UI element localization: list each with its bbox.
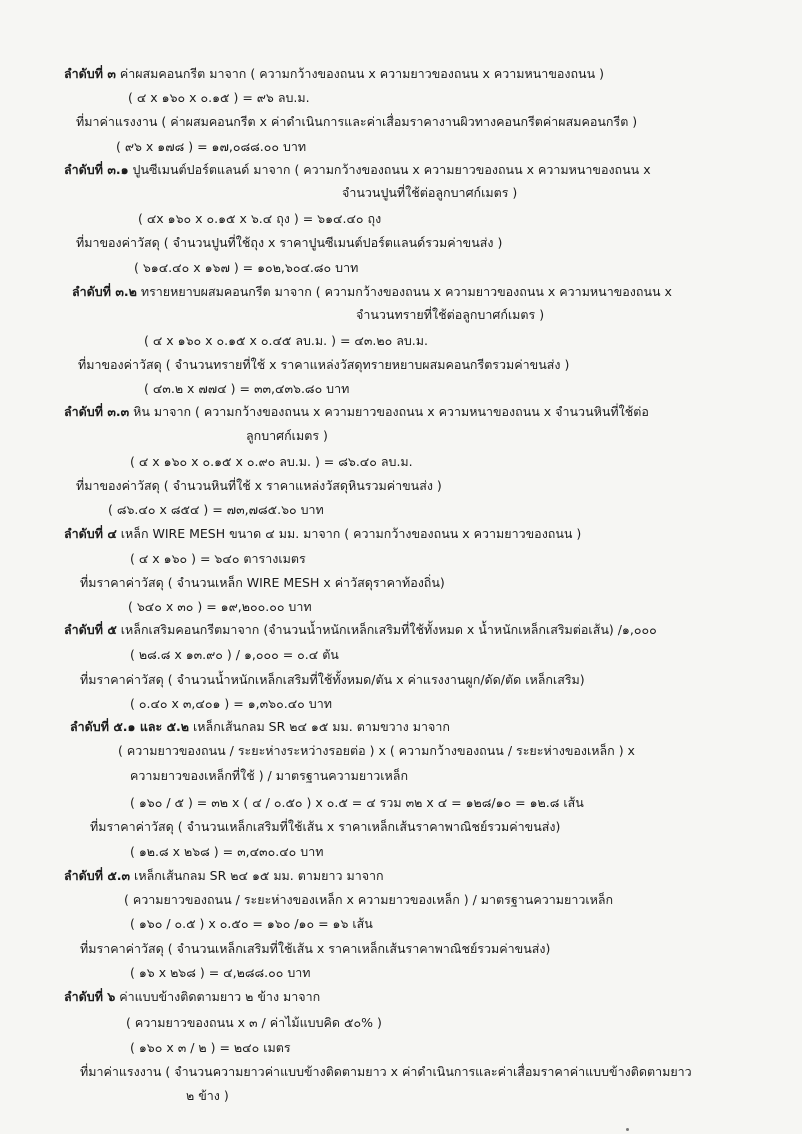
item-label: ลำดับที่ ๓.๓ [64, 404, 130, 419]
calc-line: ( ๘๖.๔๐ x ๘๕๔ ) = ๗๓,๗๘๕.๖๐ บาท [108, 502, 324, 517]
item-text: เหล็กเส้นกลม SR ๒๔ ๑๕ มม. ตามยาว มาจาก [130, 868, 384, 883]
continuation-line: จำนวนทรายที่ใช้ต่อลูกบาศก์เมตร ) [356, 307, 545, 322]
item-label: ลำดับที่ ๓.๒ [72, 284, 137, 299]
formula-line: ( ความยาวของถนน x ๓ / ค่าไม้แบบคิด ๕๐% ) [126, 1015, 382, 1030]
calc-line: ( ๑๖๐ / ๐.๕ ) x ๐.๕๐ = ๑๖๐ /๑๐ = ๑๖ เส้น [130, 916, 373, 931]
item-3-1-heading [64, 160, 651, 180]
calc-line: ( ๑๒.๘ x ๒๖๘ ) = ๓,๔๓๐.๔๐ บาท [130, 844, 324, 859]
calc-line: ( ๔๓.๒ x ๗๗๔ ) = ๓๓,๔๓๖.๘๐ บาท [144, 381, 350, 396]
item-3-2-heading [72, 282, 672, 302]
item-text: ค่าแบบข้างติดตามยาว ๒ ข้าง มาจาก [115, 989, 321, 1004]
scan-speck [626, 1128, 629, 1131]
source-line: ที่มาของค่าวัสดุ ( จำนวนปูนที่ใช้ถุง x ราคาปูนซีเมนต์ปอร์ตแลนด์รวมค่าขนส่ง ) [76, 235, 503, 250]
item-4-heading [64, 524, 581, 544]
formula-line: ( ความยาวของถนน / ระยะห่างระหว่างรอยต่อ ) x ( ความกว้างของถนน / ระยะห่างของเหล็ก ) x [118, 743, 635, 758]
item-5-3-heading [64, 866, 384, 886]
item-label: ลำดับที่ ๕.๓ [64, 868, 131, 883]
source-line: ที่มาของค่าวัสดุ ( จำนวนทรายที่ใช้ x ราคาแหล่งวัสดุทรายหยาบผสมคอนกรีตรวมค่าขนส่ง ) [78, 357, 570, 372]
item-label: ลำดับที่ ๔ [64, 526, 117, 541]
item-label: ลำดับที่ ๓.๑ [64, 162, 129, 177]
item-label: ลำดับที่ ๕ [64, 622, 117, 637]
continuation-line: จำนวนปูนที่ใช้ต่อลูกบาศก์เมตร ) [342, 185, 518, 200]
item-label: ลำดับที่ ๕.๑ และ ๕.๒ [70, 719, 190, 734]
calc-line: ( ๑๖ x ๒๖๘ ) = ๔,๒๘๘.๐๐ บาท [130, 965, 311, 980]
calc-line: ( ๔ x ๑๖๐ ) = ๖๔๐ ตารางเมตร [130, 551, 306, 566]
formula-line: ( ความยาวของถนน / ระยะห่างของเหล็ก x ความยาวของเหล็ก ) / มาตรฐานความยาวเหล็ก [124, 892, 614, 907]
item-text: เหล็ก WIRE MESH ขนาด ๔ มม. มาจาก ( ความกว้างของถนน x ความยาวของถนน ) [116, 526, 582, 541]
item-label: ลำดับที่ ๓ [64, 66, 116, 81]
source-line: ที่มราคาค่าวัสดุ ( จำนวนน้ำหนักเหล็กเสริมที่ใช้ทั้งหมด/ตัน x ค่าแรงงานผูก/ดัด/ตัด เหล็กเสริม) [80, 672, 585, 687]
item-5-1-5-2-heading [70, 717, 450, 737]
calc-line: ( ๔ x ๑๖๐ x ๐.๑๕ ) = ๙๖ ลบ.ม. [128, 90, 310, 105]
calc-line: ( ๐.๔๐ x ๓,๔๐๑ ) = ๑,๓๖๐.๔๐ บาท [130, 696, 332, 711]
source-line: ที่มราคาค่าวัสดุ ( จำนวนเหล็กเสริมที่ใช้เส้น x ราคาเหล็กเส้นราคาพาณิชย์รวมค่าขนส่ง) [90, 819, 561, 834]
item-text: เหล็กเส้นกลม SR ๒๔ ๑๕ มม. ตามขวาง มาจาก [189, 719, 450, 734]
item-5-heading [64, 620, 657, 640]
source-line: ที่มาค่าแรงงาน ( จำนวนความยาวค่าแบบข้างติดตามยาว x ค่าดำเนินการและค่าเสื่อมราคาค่าแบบข้างติดตามยาว [80, 1064, 692, 1079]
item-text: หิน มาจาก ( ความกว้างของถนน x ความยาวของถนน x ความหนาของถนน x จำนวนหินที่ใช้ต่อ [129, 404, 649, 419]
source-line: ที่มาของค่าวัสดุ ( จำนวนหินที่ใช้ x ราคาแหล่งวัสดุหินรวมค่าขนส่ง ) [76, 478, 442, 493]
item-text: ค่าผสมคอนกรีต มาจาก ( ความกว้างของถนน x ความยาวของถนน x ความหนาของถนน ) [115, 66, 604, 81]
item-text: ปูนซีเมนต์ปอร์ตแลนด์ มาจาก ( ความกว้างของถนน x ความยาวของถนน x ความหนาของถนน x [128, 162, 651, 177]
continuation-line: ลูกบาศก์เมตร ) [246, 428, 328, 443]
calc-line: ( ๔x ๑๖๐ x ๐.๑๕ x ๖.๔ ถุง ) = ๖๑๔.๔๐ ถุง [138, 211, 382, 226]
calc-line: ( ๒๘.๘ x ๑๓.๙๐ ) / ๑,๐๐๐ = ๐.๔ ตัน [130, 647, 339, 662]
calc-line: ( ๖๑๔.๔๐ x ๑๖๗ ) = ๑๐๒,๖๐๔.๘๐ บาท [134, 260, 359, 275]
calc-line: ( ๔ x ๑๖๐ x ๐.๑๕ x ๐.๙๐ ลบ.ม. ) = ๘๖.๔๐ ลบ.ม. [130, 454, 413, 469]
item-label: ลำดับที่ ๖ [64, 989, 116, 1004]
source-line: ที่มาค่าแรงงาน ( ค่าผสมคอนกรีต x ค่าดำเนินการและค่าเสื่อมราคางานผิวทางคอนกรีตค่าผสมคอนกรีต ) [76, 114, 638, 129]
item-6-heading [64, 987, 320, 1007]
item-text: ทรายหยาบผสมคอนกรีต มาจาก ( ความกว้างของถนน x ความยาวของถนน x ความหนาของถนน x [136, 284, 672, 299]
calc-line: ( ๖๔๐ x ๓๐ ) = ๑๙,๒๐๐.๐๐ บาท [128, 599, 312, 614]
calc-line: ( ๑๖๐ / ๕ ) = ๓๒ x ( ๔ / ๐.๕๐ ) x ๐.๕ = ๔ รวม ๓๒ x ๔ = ๑๒๘/๑๐ = ๑๒.๘ เส้น [130, 795, 584, 810]
calc-line: ( ๙๖ x ๑๗๘ ) = ๑๗,๐๘๘.๐๐ บาท [116, 139, 307, 154]
source-line: ที่มราคาค่าวัสดุ ( จำนวนเหล็ก WIRE MESH x ค่าวัสดุราคาท้องถิ่น) [80, 575, 445, 590]
formula-line: ความยาวของเหล็กที่ใช้ ) / มาตรฐานความยาวเหล็ก [130, 768, 409, 783]
source-line: ที่มราคาค่าวัสดุ ( จำนวนเหล็กเสริมที่ใช้เส้น x ราคาเหล็กเส้นราคาพาณิชย์รวมค่าขนส่ง) [80, 941, 551, 956]
calc-line: ( ๔ x ๑๖๐ x ๐.๑๕ x ๐.๔๕ ลบ.ม. ) = ๔๓.๒๐ ลบ.ม. [144, 333, 428, 348]
item-text: เหล็กเสริมคอนกรีตมาจาก (จำนวนน้ำหนักเหล็กเสริมที่ใช้ทั้งหมด x น้ำหนักเหล็กเสริมต่อเส้น) /๑,๐๐๐ [116, 622, 657, 637]
item-3-3-heading [64, 402, 649, 422]
item-3-heading [64, 64, 604, 84]
calc-line: ( ๑๖๐ x ๓ / ๒ ) = ๒๔๐ เมตร [130, 1040, 291, 1055]
continuation-line: ๒ ข้าง ) [186, 1088, 229, 1103]
